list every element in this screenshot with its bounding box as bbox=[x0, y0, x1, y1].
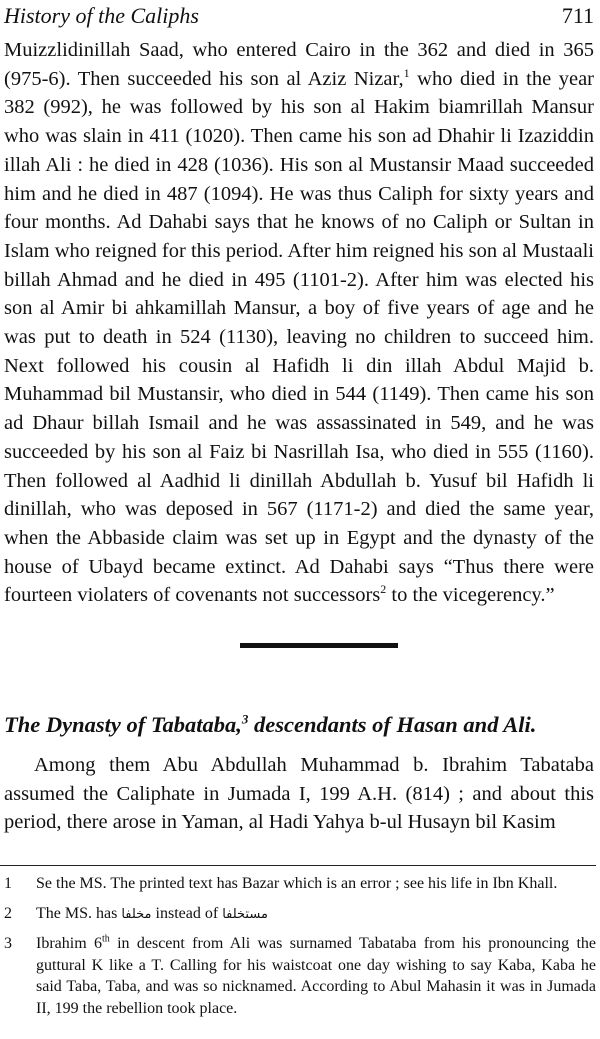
footnote-number: 3 bbox=[4, 935, 12, 952]
body-text-part-1: Muizzlidinillah Saad, who entered Cairo in the 362 and died in 365 (975-6). Then succeeded his son al Aziz Nizar, bbox=[4, 39, 594, 90]
footnotes bbox=[0, 873, 596, 1027]
footnote-1 bbox=[0, 873, 596, 895]
footnote-text: Se the MS. The printed text has Bazar which is an error ; see his life in Ibn Khall. bbox=[36, 875, 558, 892]
footnote-ref-2: 2 bbox=[380, 582, 387, 597]
page-number: 711 bbox=[561, 3, 594, 28]
section-divider bbox=[240, 643, 398, 648]
footnote-ref-3: 3 bbox=[241, 711, 249, 727]
body-text-part-2: who died in the year 382 (992), he was followed by his son al Hakim biamrillah Mansur who was slain in 411 (1020). Then came his son ad Dhahir li Izaziddin illah Ali : he died in 428 (1036). His son al Mustansir Maad succeeded him and he died in 487 (1094). He was thus Caliph for sixty years and four months. Ad Dahabi says that he knows of no Caliph or Sultan in Islam who reigned for this period. After him reigned his son al Mustaali billah Ahmad and he died in 495 (1101-2). After him was elected his son al Amir bi ahkamillah Mansur, a boy of five years of age and he was put to death in 524 (1130), leaving no children to succeed him. Next followed his cousin al Hafidh li din illah Abdul Majid b. Muhammad bil Mustansir, who died in 544 (1149). Then came his son ad Dhaur billah Ismail and he was assassinated in 549, and he was succeeded by his son al Faiz bi Nasrillah Isa, who died in 555 (1160). Then followed al Aadhid li dinillah Abdullah b. Yusuf bil Hafidh li dinillah, who was deposed in 567 (1171-2) and died the same year, when the Abbaside claim was set up in Egypt and the dynasty of the house of Ubayd became extinct. Ad Dahabi says “Thus there were fourteen violaters of covenants not successors bbox=[4, 67, 594, 607]
section-heading-part-2: descendants of Hasan and Ali. bbox=[248, 712, 537, 737]
footnote-text-before: The MS. has bbox=[36, 904, 122, 922]
footnote-text-middle: instead of bbox=[151, 904, 223, 922]
ordinal-suffix: th bbox=[101, 933, 110, 945]
footnote-3 bbox=[0, 933, 596, 1019]
footnote-ref-1: 1 bbox=[403, 65, 410, 80]
footnote-text-part-2: in descent from Ali was surnamed Tabataba from his pronouncing the guttural K like a T. Calling for his waistcoat one day wishing to say Kaba, Kaba he said Taba, Taba, and was so nicknamed. According to Abul Mahasin it was in Jumada II, 199 the rebellion took place. bbox=[36, 935, 596, 1017]
body-paragraph bbox=[4, 36, 594, 610]
running-title: History of the Caliphs bbox=[4, 3, 199, 28]
section-heading-part-1: The Dynasty of Tabataba, bbox=[4, 712, 242, 737]
running-head bbox=[4, 2, 594, 32]
arabic-word-2: مستخلفا bbox=[222, 906, 268, 922]
footnote-text-part-1: Ibrahim 6 bbox=[36, 935, 102, 952]
section-paragraph: Among them Abu Abdullah Muhammad b. Ibrahim Tabataba assumed the Caliphate in Jumada I, 199 A.H. (814) ; and about this period, there arose in Yaman, al Hadi Yahya b-ul Husayn bil Kasim bbox=[4, 754, 594, 834]
arabic-word-1: مخلفا bbox=[121, 906, 152, 922]
section-heading bbox=[4, 710, 596, 740]
footnote-2 bbox=[0, 903, 596, 926]
footnote-rule bbox=[0, 865, 596, 866]
footnote-number: 2 bbox=[4, 904, 12, 922]
footnote-number: 1 bbox=[4, 875, 12, 892]
body-text-part-3: to the vicegerency.” bbox=[386, 584, 555, 607]
